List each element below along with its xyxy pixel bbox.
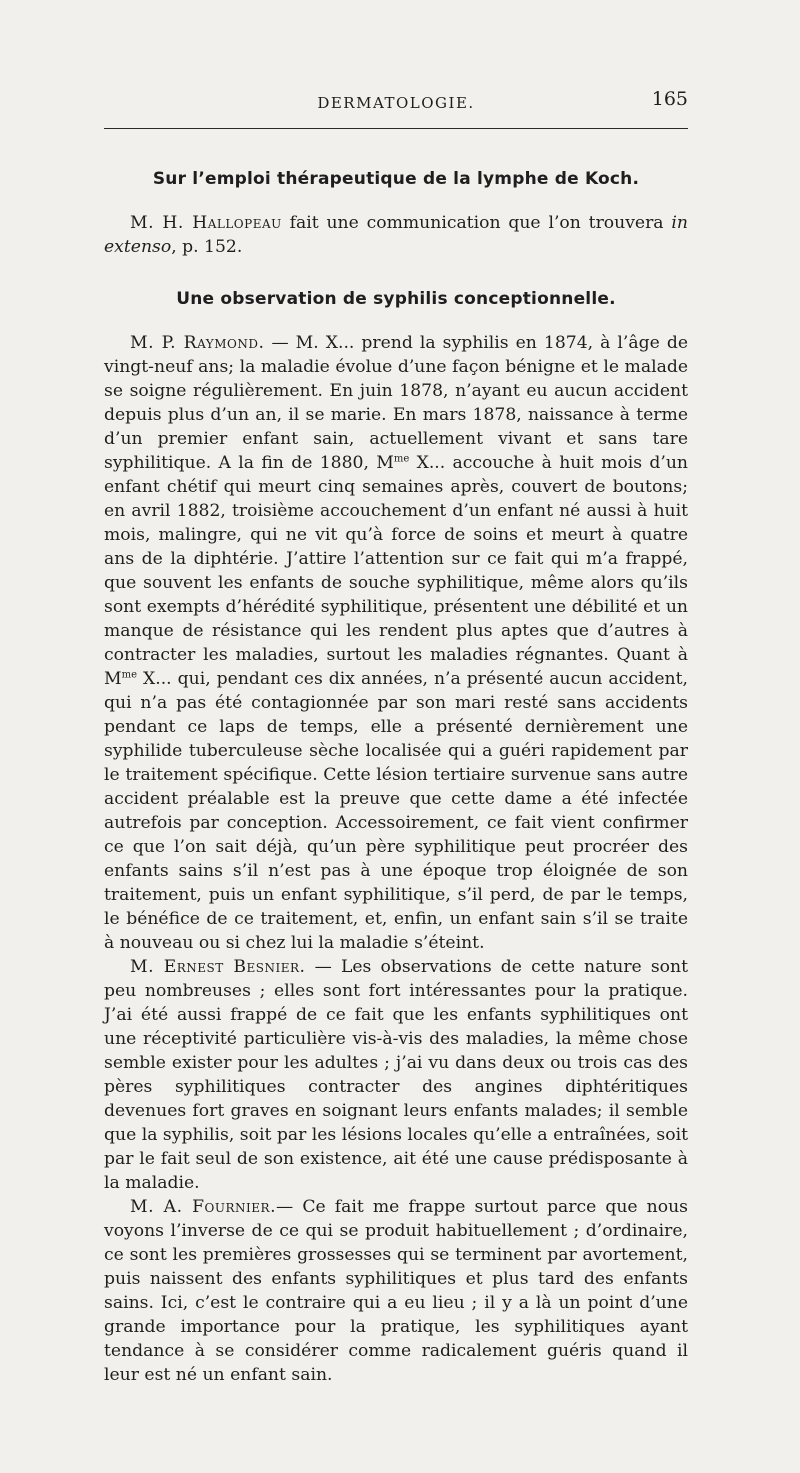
paragraph-text: X... accouche à huit mois d’un enfant chétif qui meurt cinq semaines après, couvert de boutons; en avril 1882, troisième accouchement d’un enfant né aussi à huit mois, malingre, qui ne vit qu’à force de soins et meurt à quatre ans de la diphtérie. J’attire l’attention sur ce fait qui m’a frappé, que souvent les enfants de souche syphilitique, même alors qu’ils sont exempts d’hérédité syphilitique, présentent une débilité et un manque de résistance qui les rendent plus aptes que d’autres à contracter les maladies, surtout les maladies régnantes. Quant à M [104,453,688,689]
speaker-name: M. Ernest Besnier. [130,957,306,977]
header-rule [104,128,688,129]
paragraph-raymond [104,331,688,955]
page-number: 165 [651,88,688,110]
paragraph-besnier [104,955,688,1195]
superscript: me [393,453,410,465]
italic-text: in extenso [104,213,688,257]
section-heading-koch: Sur l’emploi thérapeutique de la lymphe de Koch. [152,169,640,189]
paragraph-text: — Les observations de cette nature sont peu nombreuses ; elles sont fort intéressantes pour la pratique. J’ai été aussi frappé de ce fait que les enfants syphilitiques ont une réceptivité particulière vis-à-vis des maladies, la même chose semble exister pour les adultes ; j’ai vu dans deux ou trois cas des pères syphilitiques contracter des angines diphtéritiques devenues fort graves en soignant leurs enfants malades; il semble que la syphilis, soit par les lésions locales qu’elle a entraînées, soit par le fait seul de son existence, ait été une cause prédisposante à la maladie. [104,957,688,1193]
paragraph-text: — Ce fait me frappe surtout parce que nous voyons l’inverse de ce qui se produit habituellement ; d’ordinaire, ce sont les premières grossesses qui se terminent par avortement, puis naissent des enfants syphilitiques et plus tard des enfants sains. Ici, c’est le contraire qui a eu lieu ; il y a là un point d’une grande importance pour la pratique, les syphilitiques ayant tendance à se considérer comme radicalement guéris quand il leur est né un enfant sain. [104,1197,688,1385]
paragraph-text: , p. 152. [171,237,243,257]
speaker-name: M. H. Hallopeau [130,213,282,233]
paragraph-text: fait une communication que l’on trouvera [281,213,672,233]
speaker-name: M. P. Raymond. [130,333,265,353]
paragraph-text: X... qui, pendant ces dix années, n’a présenté aucun accident, qui n’a pas été contagionnée par son mari resté sans accidents pendant ce laps de temps, elle a présenté dernièrement une syphilide tuberculeuse sèche localisée qui a guéri rapidement par le traitement spécifique. Cette lésion tertiaire survenue sans autre accident préalable est la preuve que cette dame a été infectée autrefois par conception. Accessoirement, ce fait vient confirmer ce que l’on sait déjà, qu’un père syphilitique peut procréer des enfants sains s’il n’est pas à une époque trop éloignée de son traitement, puis un enfant syphilitique, s’il perd, de par le temps, le bénéfice de ce traitement, et, enfin, un enfant sain s’il se traite à nouveau ou si chez lui la maladie s’éteint. [104,669,688,953]
section-heading-syphilis: Une observation de syphilis conceptionnelle. [176,289,616,309]
running-title: DERMATOLOGIE. [317,94,475,112]
paragraph-text: — M. X... prend la syphilis en 1874, à l’âge de vingt-neuf ans; la maladie évolue d’une façon bénigne et le malade se soigne régulièrement. En juin 1878, n’ayant eu aucun accident depuis plus d’un an, il se marie. En mars 1878, naissance à terme d’un premier enfant sain, actuellement vivant et sans tare syphilitique. A la fin de 1880, M [104,333,688,473]
paragraph-hallopeau [104,211,688,259]
speaker-name: M. A. Fournier. [130,1197,277,1217]
superscript: me [121,669,138,681]
document-page [0,88,800,1473]
paragraph-fournier [104,1195,688,1387]
running-head [104,88,688,118]
